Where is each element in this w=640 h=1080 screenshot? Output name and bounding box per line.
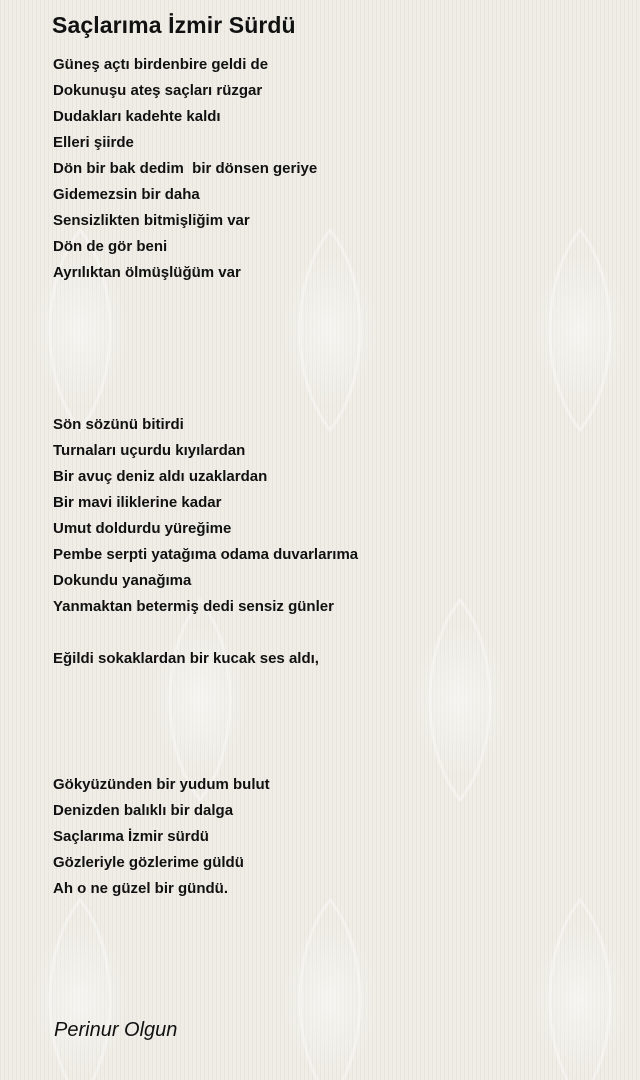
poem-line: Dokunuşu ateş saçları rüzgar bbox=[53, 82, 263, 99]
poem-line: Turnaları uçurdu kıyılardan bbox=[53, 442, 246, 459]
poem-line: Dön de gör beni bbox=[53, 238, 168, 255]
poem-line: Sensizlikten bitmişliğim var bbox=[53, 212, 250, 229]
poem-line: Gökyüzünden bir yudum bulut bbox=[53, 776, 270, 793]
poem-body bbox=[53, 52, 613, 902]
stanza-3 bbox=[53, 646, 613, 672]
poem-line: Eğildi sokaklardan bir kucak ses aldı, bbox=[53, 650, 319, 667]
poem-line: Umut doldurdu yüreğime bbox=[53, 520, 232, 537]
stanza-1 bbox=[53, 52, 613, 286]
poem-title: Saçlarıma İzmir Sürdü bbox=[52, 12, 296, 38]
poem-line: Elleri şiirde bbox=[53, 134, 134, 151]
author-name: Perinur Olgun bbox=[54, 1019, 178, 1041]
poem-line: Dokundu yanağıma bbox=[53, 572, 192, 589]
poem-line: Yanmaktan betermiş dedi sensiz günler bbox=[53, 598, 334, 615]
poem-line: Denizden balıklı bir dalga bbox=[53, 802, 234, 819]
poem-line: Ayrılıktan ölmüşlüğüm var bbox=[53, 264, 241, 281]
poem-line: Pembe serpti yatağıma odama duvarlarıma bbox=[53, 546, 359, 563]
stanza-gap bbox=[53, 672, 613, 772]
poem-line: Ah o ne güzel bir gündü. bbox=[53, 880, 228, 897]
stanza-gap bbox=[53, 620, 613, 646]
poem-line: Dudakları kadehte kaldı bbox=[53, 108, 221, 125]
poem-line: Saçlarıma İzmir sürdü bbox=[53, 828, 209, 845]
poem-line: Bir avuç deniz aldı uzaklardan bbox=[53, 468, 268, 485]
poem-line: Dön bir bak dedim bir dönsen geriye bbox=[53, 160, 318, 177]
poem-line: Sön sözünü bitirdi bbox=[53, 416, 184, 433]
poem-line: Güneş açtı birdenbire geldi de bbox=[53, 56, 269, 73]
poem-line: Gidemezsin bir daha bbox=[53, 186, 200, 203]
poem-line: Gözleriyle gözlerime güldü bbox=[53, 854, 244, 871]
poem-line: Bir mavi iliklerine kadar bbox=[53, 494, 222, 511]
stanza-4 bbox=[53, 772, 613, 902]
stanza-2 bbox=[53, 412, 613, 620]
stanza-gap bbox=[53, 286, 613, 412]
